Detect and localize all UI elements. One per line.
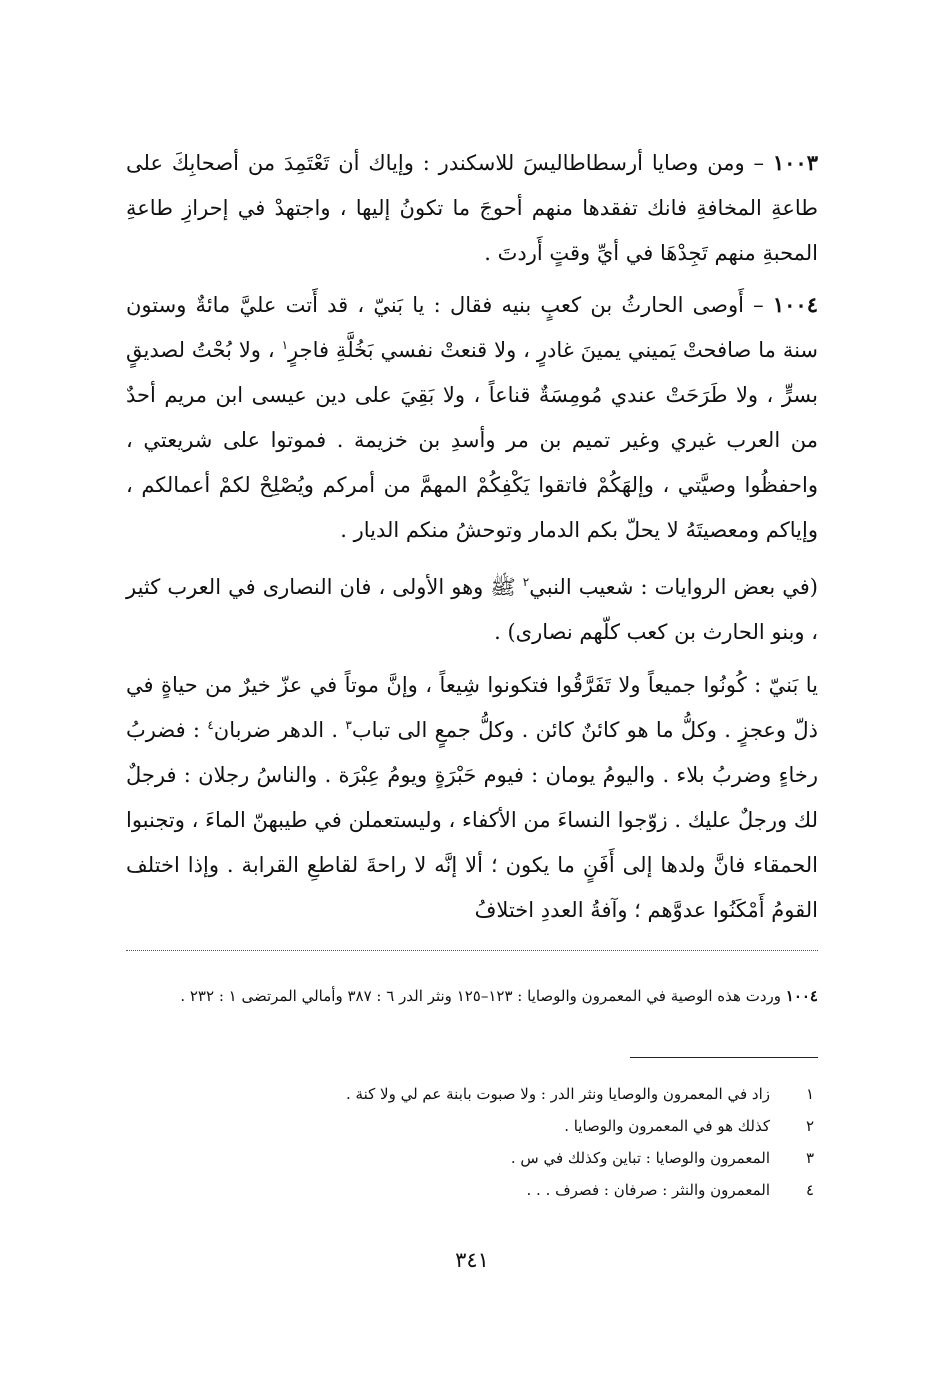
paragraph-text: – ومن وصايا أرسطاطاليسَ للاسكندر : وإياك أن تَعْتَمِدَ من أصحابِكَ على طاعةِ المخافةِ فانك تفقدها منهم أحوجَ ما تكونُ إليها ، واجتهدْ في إحرازِ طاعةِ المحبةِ منهم تَجِدْهَا في أيِّ وقتٍ أَردتَ . xyxy=(126,151,818,265)
footnote-text: المعمرون والنثر : صرفان : فصرف . . . xyxy=(526,1181,770,1199)
footnotes-list xyxy=(126,1078,818,1206)
paragraph-text: : فضربُ رخاءٍ وضربُ بلاء . واليومُ يومان : فيوم حَبْرَةٍ ويومُ عِبْرَة . والناسُ رجلان : فرجلٌ لك ورجلٌ عليك . زوّجوا النساءَ من الأكفاء ، وليستعملن في طيبهنّ الماءَ ، وتجنبوا الحمقاء فانَّ ولدها إلى أَفَنٍ ما يكون ؛ ألا إنَّه لا راحةَ لقاطعِ القرابة . وإذا اختلف القومُ أَمْكَنُوا عدوَّهم ؛ وآفةُ العددِ اختلافُ xyxy=(126,718,818,922)
footnote-text: زاد في المعمرون والوصايا ونثر الدر : ولا صبوت بابنة عم لي ولا كنة . xyxy=(346,1085,770,1103)
entry-number: ١٠٠٣ xyxy=(772,150,818,175)
footnote-marker-1[interactable]: ١ xyxy=(281,338,289,352)
dotted-divider xyxy=(126,950,818,951)
footnote-number: ٢ xyxy=(805,1117,814,1135)
footnote-text: كذلك هو في المعمرون والوصايا . xyxy=(564,1117,770,1135)
entry-number: ١٠٠٤ xyxy=(772,292,818,317)
footnote-item xyxy=(126,1174,818,1206)
footnote-marker-2[interactable]: ٢ xyxy=(522,575,530,589)
paragraph-text: يا بَنيّ : كُونُوا جميعاً ولا تَفَرَّقُوا فتكونوا شِيعاً ، وإنَّ موتاً في عزّ خيرٌ من حياةٍ في ذلّ وعجزٍ . وكلُّ ما هو كائنٌ كائن . وكلُّ جمعٍ الى تباب xyxy=(126,673,818,742)
footnote-number: ١ xyxy=(805,1085,814,1103)
paragraph-continuation xyxy=(126,663,818,933)
paragraph-text: (في بعض الروايات : شعيب النبي xyxy=(529,575,818,599)
paragraph-text: . الدهر ضربان xyxy=(213,718,346,742)
paragraph-text: ﷺ وهو الأولى ، فان النصارى في العرب كثير ، وبنو الحارث بن كعب كلّهم نصارى) . xyxy=(126,575,818,644)
paragraph-text: ، ولا بُحْتُ لصديقٍ بسرٍّ ، ولا طَرَحَتْ عندي مُومِسَةٌ قناعاً ، ولا بَقِيَ على دين عيسى ابن مريم أحدٌ من العرب غيري وغير تميم بن مر وأسدِ بن خزيمة . فموتوا على شريعتي ، واحفظُوا وصيَّتي ، وإلهَكُمْ فاتقوا يَكْفِكُمْ المهمَّ من أمركم ويُصْلِحْ لكمْ أعمالكم ، وإياكم ومعصيتَهُ لا يحلّ بكم الدمار وتوحشُ منكم الديار . xyxy=(126,338,818,542)
footnote-item xyxy=(126,1078,818,1110)
paragraph-1004 xyxy=(126,282,818,553)
footnote-text: المعمرون والوصايا : تباين وكذلك في س . xyxy=(510,1149,770,1167)
paragraph-1003 xyxy=(126,140,818,276)
footnote-item xyxy=(126,1110,818,1142)
commentary-text: وردت هذه الوصية في المعمرون والوصايا : ١٢٣–١٢٥ ونثر الدر ٦ : ٣٨٧ وأمالي المرتضى ١ : ٢٣٢ . xyxy=(180,987,786,1005)
footnote-marker-3[interactable]: ٣ xyxy=(345,718,352,732)
commentary-number: ١٠٠٤ xyxy=(785,987,818,1005)
source-commentary xyxy=(126,982,818,1011)
footnote-number: ٣ xyxy=(805,1149,814,1167)
footnote-divider xyxy=(630,1057,818,1058)
page-number: ٣٤١ xyxy=(455,1248,489,1272)
footnote-item xyxy=(126,1142,818,1174)
footnote-number: ٤ xyxy=(805,1181,814,1199)
footnote-marker-4[interactable]: ٤ xyxy=(207,718,214,732)
paragraph-note-parenthetical xyxy=(126,565,818,655)
paragraph-text: – أَوصى الحارثُ بن كعبٍ بنيه فقال : يا بَنيّ ، قد أَتت عليَّ مائةٌ وستون سنة ما صافحتْ يَميني يمينَ غادرٍ ، ولا قنعتْ نفسي بَخُلَّةِ فاجرٍ xyxy=(126,293,819,362)
